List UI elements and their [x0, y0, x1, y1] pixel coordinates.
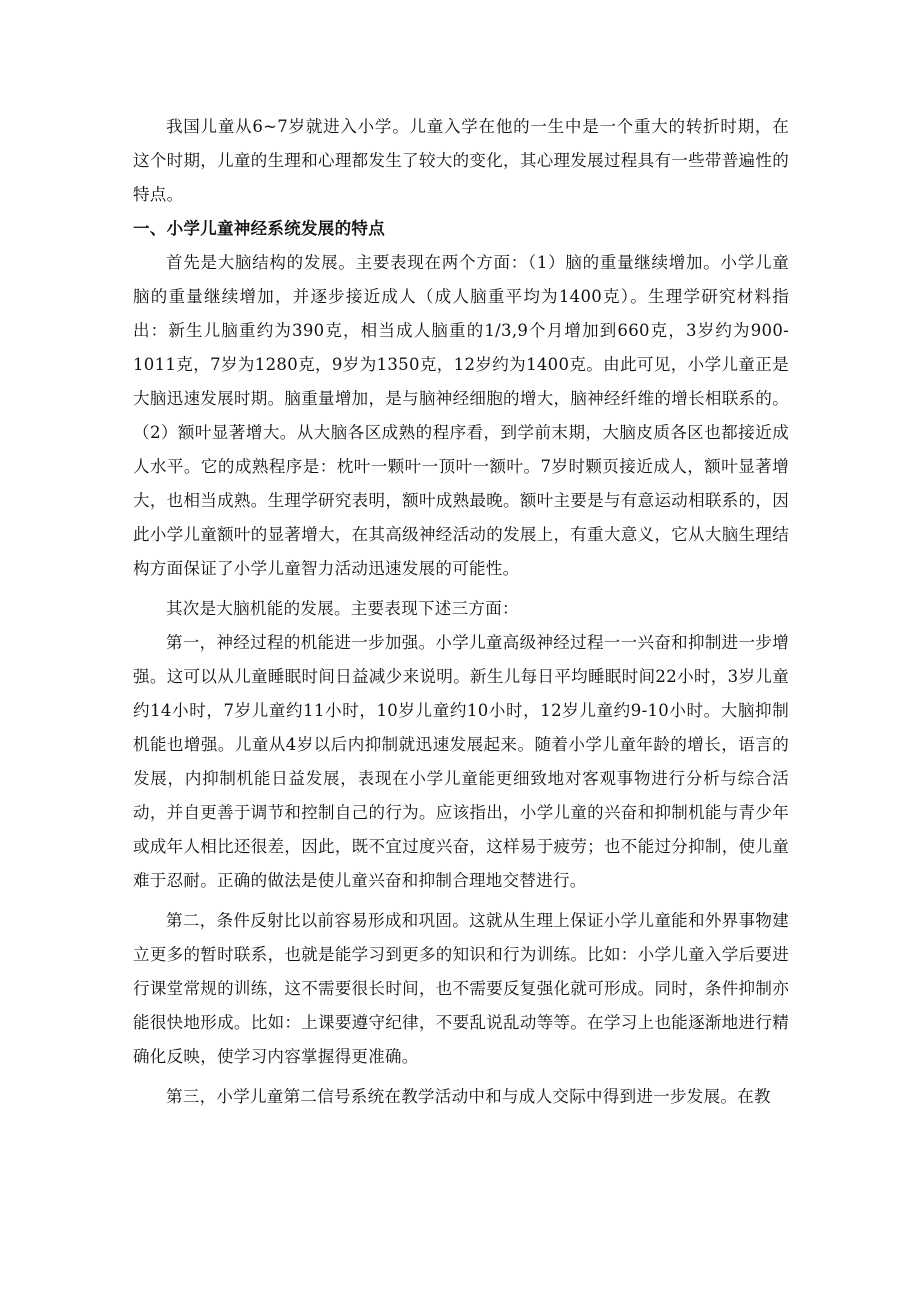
- paragraph-brain-function: 其次是大脑机能的发展。主要表现下述三方面：: [166, 599, 519, 618]
- paragraph-second: 第二，条件反射比以前容易形成和巩固。这就从生理上保证小学儿童能和外界事物建立更多的暂时联系，也就是能学习到更多的知识和行为训练。比如：小学儿童入学后要进行课堂常规的训练，这不需要很长时间，也不需要反复强化就可形成。同时，条件抑制亦能很快地形成。比如：上课要遵守纪律，不要乱说乱动等等。在学习上也能逐渐地进行精确化反映，使学习内容掌握得更准确。: [133, 911, 789, 1066]
- paragraph-third: 第三，小学儿童第二信号系统在教学活动中和与成人交际中得到进一步发展。在教: [166, 1087, 771, 1106]
- paragraph-brain-structure: 首先是大脑结构的发展。主要表现在两个方面：（1）脑的重量继续增加。小学儿童脑的重量继续增加，并逐步接近成人（成人脑重平均为1400克）。生理学研究材料指出：新生儿脑重约为390克，相当成人脑重的1/3,9个月增加到660克，3岁约为900-1011克，7岁为1280克，9岁为1350克，12岁约为1400克。由此可见，小学儿童正是大脑迅速发展时期。脑重量增加，是与脑神经细胞的增大，脑神经纤维的增长相联系的。（2）额叶显著增大。从大脑各区成熟的程序看，到学前末期，大脑皮质各区也都接近成人水平。它的成熟程序是：枕叶一颗叶一顶叶一额叶。7岁时颗页接近成人，额叶显著增大，也相当成熟。生理学研究表明，额叶成熟最晚。额叶主要是与有意运动相联系的，因此小学儿童额叶的显著增大，在其高级神经活动的发展上，有重大意义，它从大脑生理结构方面保证了小学儿童智力活动迅速发展的可能性。: [133, 253, 789, 578]
- document-body: [133, 110, 789, 1114]
- paragraph-first: 第一，神经过程的机能进一步加强。小学儿童高级神经过程一一兴奋和抑制进一步增强。这可以从儿童睡眠时间日益减少来说明。新生儿每日平均睡眠时间22小时，3岁儿童约14小时，7岁儿童约11小时，10岁儿童约10小时，12岁儿童约9-10小时。大脑抑制机能也增强。儿童从4岁以后内抑制就迅速发展起来。随着小学儿童年龄的增长，语言的发展，内抑制机能日益发展，表现在小学儿童能更细致地对客观事物进行分析与综合活动，并自更善于调节和控制自己的行为。应该指出，小学儿童的兴奋和抑制机能与青少年或成年人相比还很差，因此，既不宜过度兴奋，这样易于疲劳；也不能过分抑制，使儿童难于忍耐。正确的做法是使儿童兴奋和抑制合理地交替进行。: [133, 633, 789, 890]
- intro-paragraph: 我国儿童从6~7岁就进入小学。儿童入学在他的一生中是一个重大的转折时期，在这个时期，儿童的生理和心理都发生了较大的变化，其心理发展过程具有一些带普遍性的特点。: [133, 117, 789, 204]
- section-heading: 一、小学儿童神经系统发展的特点: [133, 219, 385, 238]
